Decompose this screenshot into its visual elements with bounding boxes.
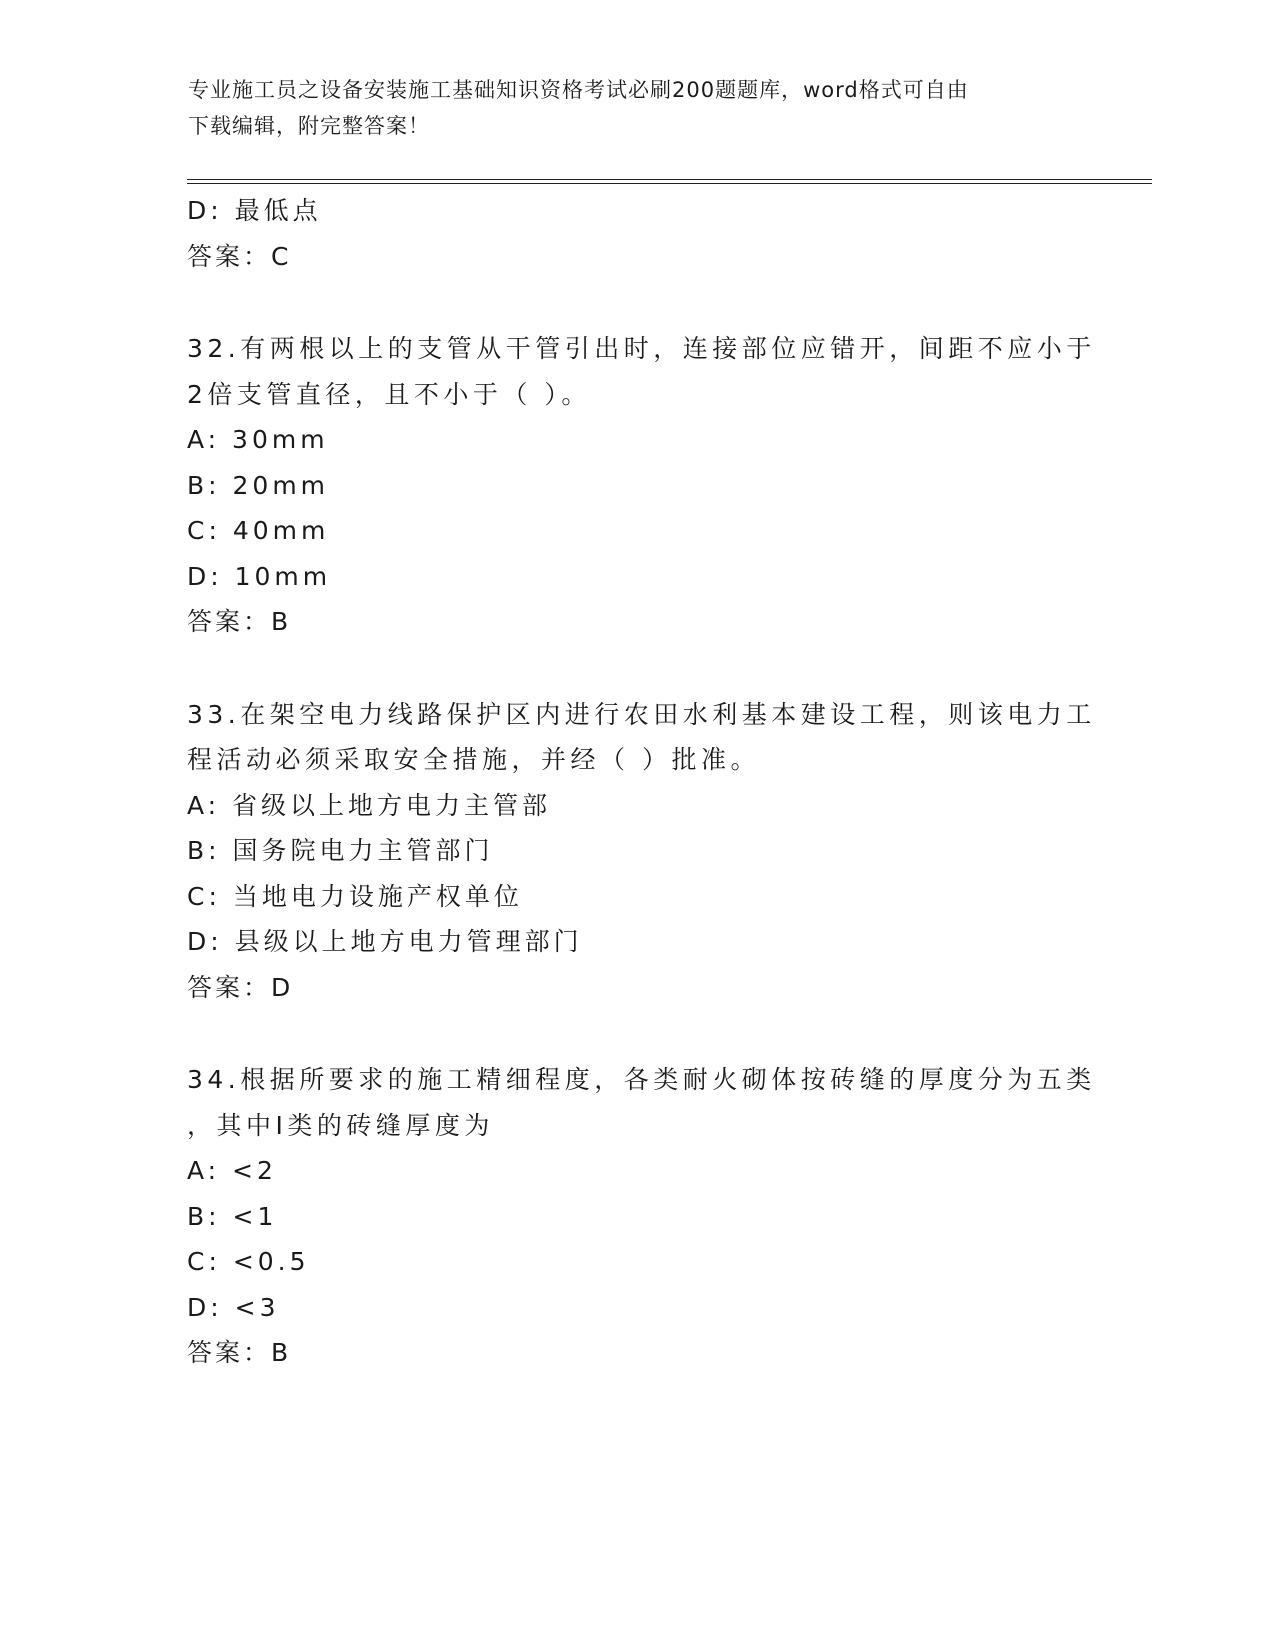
- question-text-line: 34.根据所要求的施工精细程度，各类耐火砌体按砖缝的厚度分为五类: [187, 1065, 1096, 1094]
- option-d: D: 县级以上地方电力管理部门: [187, 927, 583, 956]
- option-b: B: 20mm: [187, 470, 330, 500]
- answer-line: 答案：B: [187, 1338, 292, 1367]
- answer-line: 答案：C: [187, 241, 292, 271]
- question-block-33: [187, 692, 1096, 1011]
- option-a: A: 省级以上地方电力主管部: [187, 790, 552, 820]
- option-c: C: <0.5: [187, 1247, 310, 1276]
- option-c: C: 40mm: [187, 516, 330, 545]
- spacer: [187, 1010, 1087, 1057]
- spacer: [187, 279, 1087, 326]
- option-a: A: <2: [187, 1156, 277, 1185]
- answer-line: 答案：B: [187, 607, 292, 636]
- option-b: B: <1: [187, 1201, 278, 1231]
- header-line-1: 专业施工员之设备安装施工基础知识资格考试必刷200题题库，word格式可自由: [188, 78, 969, 102]
- answer-line: 答案：D: [187, 972, 294, 1002]
- question-content: [187, 188, 1096, 1376]
- spacer: [187, 645, 1087, 692]
- question-text-line: 程活动必须采取安全措施，并经（ ）批准。: [187, 745, 760, 774]
- question-text: [187, 326, 1096, 417]
- option-b: B: 国务院电力主管部门: [187, 836, 494, 865]
- document-header: [188, 72, 1088, 144]
- question-text-line: 33.在架空电力线路保护区内进行农田水利基本建设工程，则该电力工: [187, 699, 1096, 729]
- question-text-line: 2倍支管直径，且不小于（ ）。: [187, 379, 591, 409]
- header-divider-top: [187, 179, 1152, 180]
- option-c: C: 当地电力设施产权单位: [187, 881, 523, 911]
- question-text-line: 32.有两根以上的支管从干管引出时，连接部位应错开，间距不应小于: [187, 334, 1096, 363]
- question-text: [187, 1057, 1096, 1148]
- option-d: D: 最低点: [187, 196, 322, 225]
- question-text: [187, 692, 1096, 783]
- option-d: D: 10mm: [187, 561, 332, 591]
- option-d: D: <3: [187, 1292, 280, 1322]
- question-block-34: [187, 1057, 1096, 1376]
- previous-question-tail: [187, 188, 1087, 279]
- header-divider-bottom: [187, 183, 1152, 184]
- option-a: A: 30mm: [187, 425, 329, 454]
- header-line-2: 下载编辑，附完整答案！: [188, 114, 430, 138]
- question-block-32: [187, 326, 1096, 645]
- question-text-line: ，其中Ⅰ类的砖缝厚度为: [187, 1110, 494, 1140]
